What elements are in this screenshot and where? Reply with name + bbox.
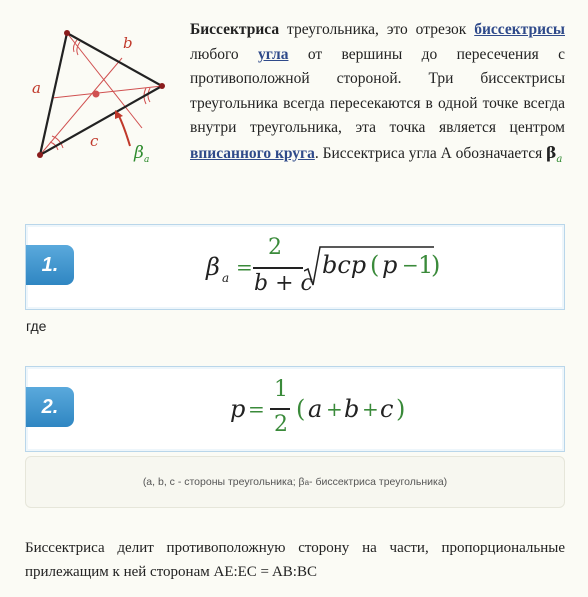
intro-text-2: любого: [190, 45, 259, 63]
intro-paragraph: [190, 18, 565, 172]
side-label-b: b: [123, 34, 133, 52]
formula1-radicand-bcp: bcp: [322, 251, 367, 279]
legend-note: [25, 456, 565, 508]
incenter-point: [93, 91, 99, 97]
intro-text-4: .: [314, 144, 319, 162]
formula-number-1: 1.: [26, 245, 74, 285]
formula2-plus-2: +: [362, 397, 379, 421]
formula-2: [230, 377, 430, 441]
formula2-paren-close: ): [396, 395, 406, 423]
formula2-c: c: [380, 395, 394, 423]
formula1-paren-close: ): [431, 251, 441, 279]
formula2-plus-1: +: [326, 397, 343, 421]
formula1-numerator: 2: [268, 235, 282, 260]
link-angle[interactable]: угла: [258, 45, 289, 63]
formula-box-2: [25, 366, 565, 452]
where-label: где: [26, 318, 47, 334]
formula2-numerator: 1: [274, 377, 288, 402]
beta-label-sub: a: [144, 155, 150, 165]
formula1-lhs: β: [206, 253, 220, 281]
triangle-bisector-figure: [22, 18, 182, 168]
formula2-a: a: [308, 395, 323, 423]
formula2-paren-open: (: [296, 395, 306, 423]
note-text-2: - биссектриса треугольника): [309, 476, 448, 488]
formula2-denominator: 2: [274, 412, 288, 437]
intro-last-line: Биссектриса угла А обозначается: [322, 144, 547, 162]
formula1-denominator: b + c: [254, 271, 313, 296]
bisector-line-c: [40, 58, 122, 155]
formula2-eq: =: [248, 397, 265, 421]
formula-box-1: [25, 224, 565, 310]
side-label-a: a: [32, 79, 41, 97]
formula-number-2: 2.: [26, 387, 74, 427]
formula1-paren-open: (: [370, 251, 380, 279]
link-incircle[interactable]: вписанного круга: [190, 144, 315, 162]
formula1-fraction-bar: [253, 267, 303, 269]
formula1-eq: =: [236, 255, 253, 279]
beta-arrow: [118, 114, 130, 146]
term-bisector: Биссектриса: [190, 21, 280, 38]
formula2-fraction-bar: [270, 408, 290, 410]
formula-1: [206, 237, 466, 297]
formula1-lhs-sub: a: [222, 271, 230, 285]
side-label-c: c: [90, 132, 99, 150]
formula2-lhs: p: [230, 395, 246, 423]
note-sub: a: [304, 477, 310, 487]
note-text-1: (a, b, c - стороны треугольника; β: [142, 476, 305, 488]
formula1-minus: −: [402, 253, 419, 277]
formula2-b: b: [344, 395, 360, 423]
intro-text-3: от вершины до пересечения с противоположной стороной. Три биссектрисы треугольника всегда пересекаются в одной точке всегда внутри треугольника, эта точка является центром: [190, 45, 565, 136]
formula1-one: 1: [418, 251, 434, 279]
link-bisector[interactable]: биссектрисы: [474, 21, 565, 38]
beta-symbol: $\beta_a$: [546, 142, 563, 165]
formula1-radicand-p: p: [382, 251, 398, 279]
outro-paragraph: Биссектриса делит противоположную сторону на части, пропорциональные прилежащим к ней сторонам AE:EC = AB:BC: [25, 540, 565, 580]
intro-text-1: треугольника, это отрезок: [279, 21, 475, 38]
beta-label: β: [134, 143, 144, 163]
